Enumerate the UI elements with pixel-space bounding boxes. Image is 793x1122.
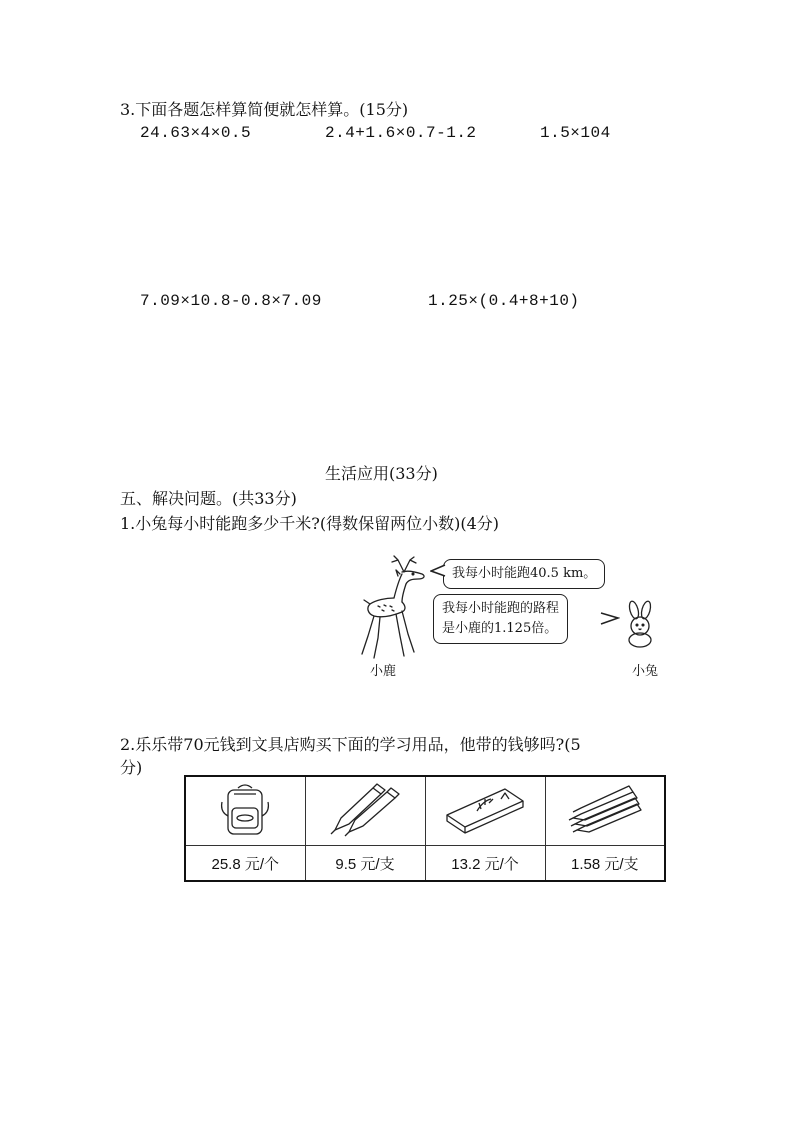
deer-speech-text: 我每小时能跑40.5 km。 xyxy=(452,566,597,581)
problem-1: 24.63×4×0.5 xyxy=(140,124,252,142)
pencils-price: 1.58 元/支 xyxy=(545,846,665,882)
q2-text-line2: 分) xyxy=(120,758,143,777)
pens-cell xyxy=(305,776,425,846)
pens-icon xyxy=(327,780,403,838)
problem-2: 2.4+1.6×0.7-1.2 xyxy=(325,124,477,142)
rabbit-speech-line1: 我每小时能跑的路程 xyxy=(442,601,560,616)
problem-5: 1.25×(0.4+8+10) xyxy=(428,292,580,310)
q2-text-line1: 2.乐乐带70元钱到文具店购买下面的学习用品，他带的钱够吗?(5 xyxy=(120,735,581,754)
pencil-case-price: 13.2 元/个 xyxy=(425,846,545,882)
rabbit-icon xyxy=(618,600,664,648)
section-header: 生活应用(33分) xyxy=(325,464,438,483)
pens-price: 9.5 元/支 xyxy=(305,846,425,882)
part5-title: 五、解决问题。(共33分) xyxy=(120,489,297,508)
deer-label: 小鹿 xyxy=(370,664,397,679)
goods-table xyxy=(184,775,666,882)
pencil-case-icon xyxy=(443,781,527,837)
deer-bubble-tail xyxy=(430,564,446,578)
rabbit-bubble-tail xyxy=(600,612,620,626)
deer-speech-bubble xyxy=(443,559,605,589)
problem-4: 7.09×10.8-0.8×7.09 xyxy=(140,292,322,310)
backpack-cell xyxy=(185,776,305,846)
q1-text: 1.小兔每小时能跑多少千米?(得数保留两位小数)(4分) xyxy=(120,514,499,533)
problem-3: 1.5×104 xyxy=(540,124,611,142)
rabbit-speech-bubble xyxy=(433,594,568,644)
rabbit-label: 小兔 xyxy=(632,664,659,679)
pencils-icon xyxy=(567,780,643,838)
rabbit-speech-line2: 是小鹿的1.125倍。 xyxy=(442,621,558,636)
deer-icon xyxy=(352,554,434,664)
backpack-icon xyxy=(216,780,274,838)
backpack-price: 25.8 元/个 xyxy=(185,846,305,882)
pencil-case-cell xyxy=(425,776,545,846)
pencils-cell xyxy=(545,776,665,846)
section3-title: 3.下面各题怎样算简便就怎样算。(15分) xyxy=(120,100,409,119)
